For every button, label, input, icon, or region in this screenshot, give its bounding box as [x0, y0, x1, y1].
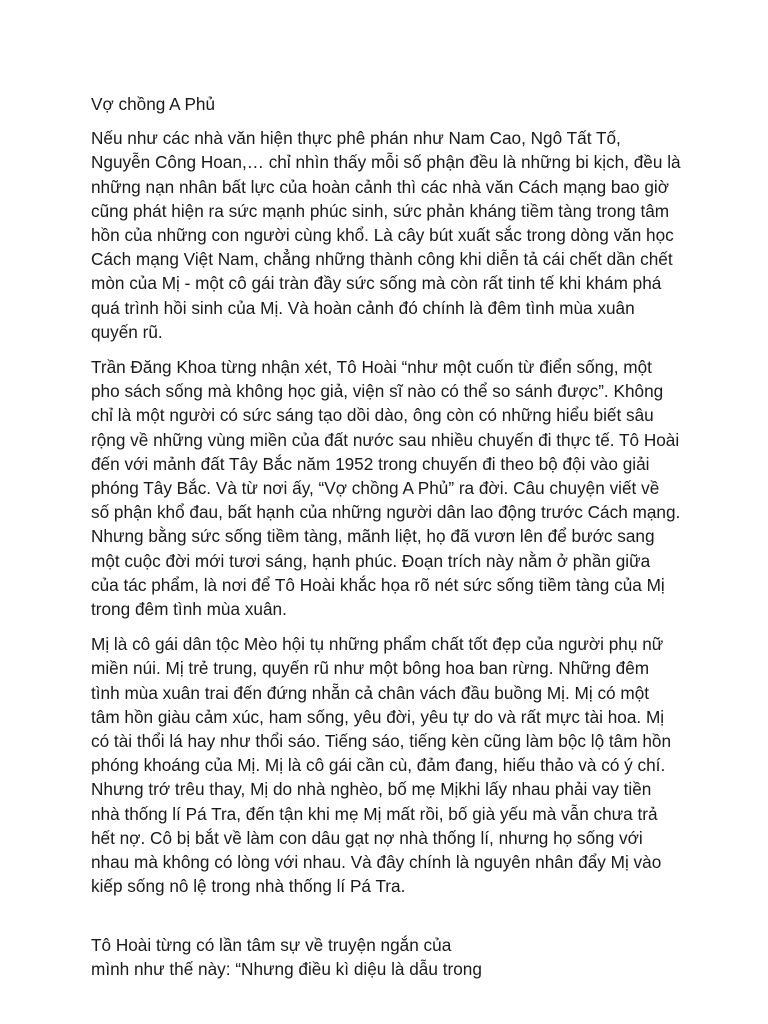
paragraph-closing: [91, 933, 681, 981]
paragraph-intro: Nếu như các nhà văn hiện thực phê phán như Nam Cao, Ngô Tất Tố, Nguyễn Công Hoan,… chỉ nhìn thấy mỗi số phận đều là những bi kịch, đều là những nạn nhân bất lực của hoàn cảnh thì các nhà văn Cách mạng bao giờ cũng phát hiện ra sức mạnh phúc sinh, sức phản kháng tiềm tàng trong tâm hồn của những con người cùng khổ. Là cây bút xuất sắc trong dòng văn học Cách mạng Việt Nam, chẳng những thành công khi diễn tả cái chết dần chết mòn của Mị - một cô gái tràn đầy sức sống mà còn rất tinh tế khi khám phá quá trình hồi sinh của Mị. Và hoàn cảnh đó chính là đêm tình mùa xuân quyến rũ.: [91, 128, 681, 342]
closing-line-2: mình như thế này: “Nhưng điều kì diệu là dẫu trong: [91, 958, 482, 979]
paragraph-character-mi: Mị là cô gái dân tộc Mèo hội tụ những phẩm chất tốt đẹp của người phụ nữ miền núi. Mị trẻ trung, quyến rũ như một bông hoa ban rừng. Những đêm tình mùa xuân trai đến đứng nhẵn cả chân vách đầu buồng Mị. Mị có một tâm hồn giàu cảm xúc, ham sống, yêu đời, yêu tự do và rất mực tài hoa. Mị có tài thổi lá hay như thổi sáo. Tiếng sáo, tiếng kèn cũng làm bộc lộ tâm hồn phóng khoáng của Mị. Mị là cô gái cần cù, đảm đang, hiếu thảo và có ý chí. Nhưng trớ trêu thay, Mị do nhà nghèo, bố mẹ Mịkhi lấy nhau phải vay tiền nhà thống lí Pá Tra, đến tận khi mẹ Mị mất rồi, bố già yếu mà vẫn chưa trả hết nợ. Cô bị bắt về làm con dâu gạt nợ nhà thống lí, nhưng họ sống với nhau mà không có lòng với nhau. Và đây chính là nguyên nhân đẩy Mị vào kiếp sống nô lệ trong nhà thống lí Pá Tra.: [91, 634, 672, 897]
closing-line-1: Tô Hoài từng có lần tâm sự về truyện ngắn của: [91, 934, 452, 955]
document-title: Vợ chồng A Phủ: [91, 94, 216, 114]
paragraph-author-background: Trần Đăng Khoa từng nhận xét, Tô Hoài “như một cuốn từ điển sống, một pho sách sống mà không học giả, viện sĩ nào có thể so sánh được”. Không chỉ là một người có sức sáng tạo dồi dào, ông còn có những hiểu biết sâu rộng về những vùng miền của đất nước sau nhiều chuyến đi thực tế. Tô Hoài đến với mảnh đất Tây Bắc năm 1952 trong chuyến đi theo bộ đội vào giải phóng Tây Bắc. Và từ nơi ấy, “Vợ chồng A Phủ” ra đời. Câu chuyện viết về số phận khổ đau, bất hạnh của những người dân lao động trước Cách mạng. Nhưng bằng sức sống tiềm tàng, mãnh liệt, họ đã vươn lên để bước sang một cuộc đời mới tươi sáng, hạnh phúc. Đoạn trích này nằm ở phần giữa của tác phẩm, là nơi để Tô Hoài khắc họa rõ nét sức sống tiềm tàng của Mị trong đêm tình mùa xuân.: [91, 357, 681, 620]
document-page: [91, 92, 681, 992]
